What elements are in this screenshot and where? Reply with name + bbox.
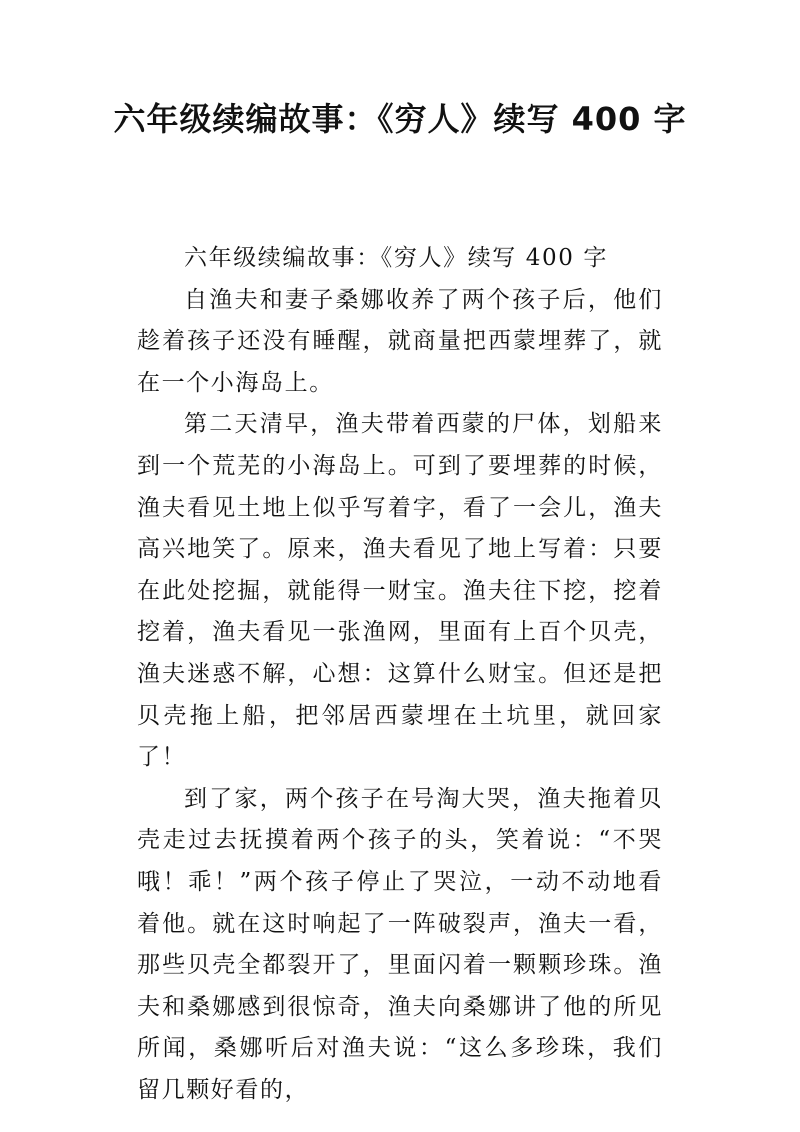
document-title: 六年级续编故事：《穷人》续写 400 字: [113, 100, 687, 138]
document-body: [137, 238, 663, 1111]
paragraph: 自渔夫和妻子桑娜收养了两个孩子后，他们趁着孩子还没有睡醒，就商量把西蒙埋葬了，就在一个小海岛上。: [137, 286, 663, 396]
paragraph: 到了家，两个孩子在号淘大哭，渔夫拖着贝壳走过去抚摸着两个孩子的头，笑着说：“不哭哦！乖！”两个孩子停止了哭泣，一动不动地看着他。就在这时响起了一阵破裂声，渔夫一看，那些贝壳全都裂开了，里面闪着一颗颗珍珠。渔夫和桑娜感到很惊奇，渔夫向桑娜讲了他的所见所闻，桑娜听后对渔夫说：“这么多珍珠，我们留几颗好看的，: [137, 785, 663, 1103]
paragraph-heading: 六年级续编故事：《穷人》续写 400 字: [184, 245, 609, 271]
paragraph: 第二天清早，渔夫带着西蒙的尸体，划船来到一个荒芜的小海岛上。可到了要埋葬的时候，渔夫看见土地上似乎写着字，看了一会儿，渔夫高兴地笑了。原来，渔夫看见了地上写着：只要在此处挖掘，就能得一财宝。渔夫往下挖，挖着挖着，渔夫看见一张渔网，里面有上百个贝壳，渔夫迷惑不解，心想：这算什么财宝。但还是把贝壳拖上船，把邻居西蒙埋在土坑里，就回家了！: [137, 411, 663, 771]
